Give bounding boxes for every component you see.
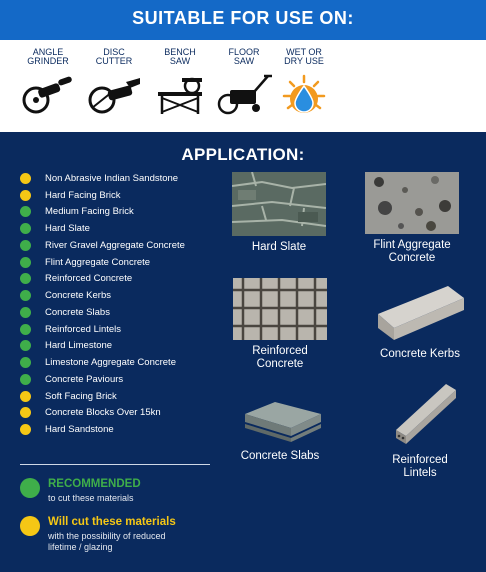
- tools-strip: [0, 40, 486, 132]
- sample-caption: Hard Slate: [251, 241, 307, 253]
- sample-caption: Concrete Kerbs: [380, 348, 460, 360]
- list-item: [20, 254, 220, 271]
- material-label: Medium Facing Brick: [45, 206, 134, 218]
- water-drop-icon: [276, 72, 332, 116]
- green-dot-icon: [20, 273, 31, 284]
- flint-aggregate-image: [365, 172, 459, 234]
- material-label: Concrete Kerbs: [45, 290, 112, 302]
- green-dot-icon: [20, 240, 31, 251]
- material-label: Hard Sandstone: [45, 424, 114, 436]
- list-item: [20, 220, 220, 237]
- material-label: Reinforced Concrete: [45, 273, 133, 285]
- list-item: [20, 304, 220, 321]
- sample-hard-slate: [225, 172, 333, 254]
- green-dot-icon: [20, 307, 31, 318]
- material-label: Flint Aggregate Concrete: [45, 256, 151, 268]
- material-label: River Gravel Aggregate Concrete: [45, 239, 185, 251]
- hard-slate-image: [232, 172, 326, 236]
- green-dot-icon: [20, 290, 31, 301]
- legend-subtitle: lifetime / glazing: [48, 542, 113, 552]
- green-dot-icon: [20, 478, 40, 498]
- tool-label: ANGLE GRINDER: [27, 47, 69, 66]
- green-dot-icon: [20, 324, 31, 335]
- sample-concrete-slabs: [230, 396, 330, 463]
- material-label: Limestone Aggregate Concrete: [45, 357, 176, 369]
- legend-subtitle: with the possibility of reduced: [48, 531, 166, 541]
- disc-cutter-icon: [86, 72, 142, 116]
- reinforced-lintels-image: [380, 380, 460, 446]
- list-item: [20, 170, 220, 187]
- legend-title: RECOMMENDED: [48, 478, 141, 490]
- list-item: [20, 371, 220, 388]
- legend-subtitle: to cut these materials: [48, 493, 134, 503]
- sample-concrete-kerbs: [366, 278, 474, 361]
- tool-label: WET OR DRY USE: [284, 47, 324, 66]
- bench-saw-icon: [152, 72, 208, 116]
- material-label: Hard Facing Brick: [45, 189, 121, 201]
- sample-caption: Flint Aggregate Concrete: [373, 239, 451, 264]
- application-title: APPLICATION:: [181, 145, 305, 164]
- tool-wet-dry: [272, 48, 336, 116]
- list-item: [20, 388, 220, 405]
- material-label: Hard Slate: [45, 223, 90, 235]
- floor-saw-icon: [216, 72, 272, 116]
- materials-list: [20, 170, 220, 438]
- sample-reinforced-concrete: [225, 278, 335, 371]
- tool-floor-saw: [212, 48, 276, 116]
- list-item: [20, 321, 220, 338]
- list-item: [20, 204, 220, 221]
- sample-flint-aggregate: [356, 172, 468, 265]
- green-dot-icon: [20, 374, 31, 385]
- green-dot-icon: [20, 206, 31, 217]
- list-item: [20, 271, 220, 288]
- material-label: Reinforced Lintels: [45, 323, 122, 335]
- sample-caption: Reinforced Concrete: [252, 345, 308, 370]
- tool-angle-grinder: [16, 48, 80, 116]
- divider: [20, 464, 210, 465]
- list-item: [20, 354, 220, 371]
- tool-disc-cutter: [82, 48, 146, 116]
- sample-caption: Reinforced Lintels: [392, 454, 448, 479]
- angle-grinder-icon: [20, 72, 76, 116]
- yellow-dot-icon: [20, 173, 31, 184]
- sample-caption: Concrete Slabs: [240, 450, 320, 462]
- list-item: [20, 421, 220, 438]
- yellow-dot-icon: [20, 190, 31, 201]
- list-item: [20, 405, 220, 422]
- tool-label: FLOOR SAW: [228, 47, 260, 66]
- tool-label: BENCH SAW: [164, 47, 196, 66]
- green-dot-icon: [20, 357, 31, 368]
- concrete-slabs-image: [235, 396, 325, 444]
- sample-reinforced-lintels: [370, 380, 470, 480]
- legend-title: Will cut these materials: [48, 516, 176, 528]
- tool-bench-saw: [148, 48, 212, 116]
- material-label: Hard Limestone: [45, 340, 113, 352]
- suitable-title: SUITABLE FOR USE ON:: [132, 8, 354, 28]
- list-item: [20, 338, 220, 355]
- list-item: [20, 187, 220, 204]
- list-item: [20, 287, 220, 304]
- material-label: Non Abrasive Indian Sandstone: [45, 172, 179, 184]
- green-dot-icon: [20, 223, 31, 234]
- header-banner: [0, 0, 486, 40]
- reinforced-concrete-image: [233, 278, 327, 340]
- green-dot-icon: [20, 340, 31, 351]
- yellow-dot-icon: [20, 424, 31, 435]
- material-label: Concrete Slabs: [45, 306, 110, 318]
- yellow-dot-icon: [20, 407, 31, 418]
- material-label: Soft Facing Brick: [45, 390, 117, 402]
- yellow-dot-icon: [20, 516, 40, 536]
- yellow-dot-icon: [20, 391, 31, 402]
- material-label: Concrete Blocks Over 15kn: [45, 407, 161, 419]
- list-item: [20, 237, 220, 254]
- green-dot-icon: [20, 257, 31, 268]
- concrete-kerbs-image: [372, 278, 468, 342]
- material-label: Concrete Paviours: [45, 373, 124, 385]
- tool-label: DISC CUTTER: [95, 47, 133, 66]
